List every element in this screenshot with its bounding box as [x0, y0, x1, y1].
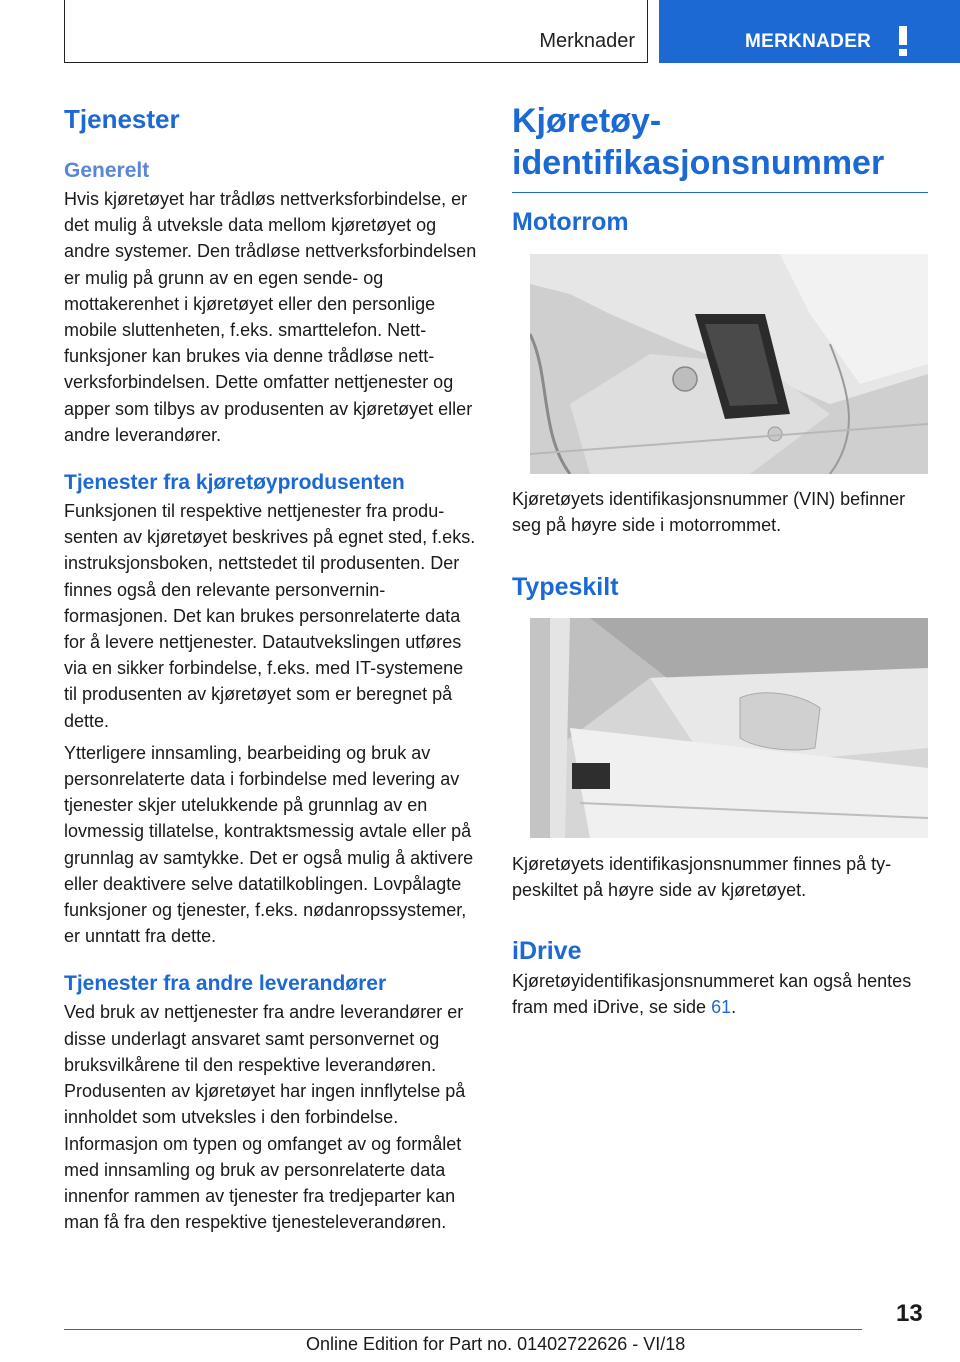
paragraph-idrive: [512, 968, 928, 1020]
page-number: 13: [896, 1300, 923, 1327]
section-title-vin: Kjøretøyidentifikasjonsnummer: [512, 100, 928, 193]
heading-generelt: Generelt: [64, 159, 150, 182]
heading-motorrom: Motorrom: [512, 208, 629, 236]
footer-edition: Online Edition for Part no. 01402722626 - VI/18: [306, 1334, 686, 1354]
typeskilt-text-block: [512, 851, 928, 903]
heading-produsenten: Tjenester fra kjøretøyprodusenten: [64, 471, 405, 495]
motorrom-block: [512, 205, 928, 239]
heading-typeskilt: Typeskilt: [512, 573, 619, 601]
door-sill-image: [530, 618, 928, 838]
paragraph-andre-leverandorer: Ved bruk av nettjenester fra andre leverandører er disse underlagt ansvaret samt personvernet og bruksvilkårene til den respektive leverandøren. Produsenten av kjøretøyet har ingen innflytelse på innholdet som utveksles i den forbindelse. Informasjon om typen og omfanget av og formålet med innsamling og bruk av personrelaterte data innenfor rammen av tjenester fra tredjeparter kan man få fra den respektive tjenesteleverandøren.: [64, 1002, 466, 1233]
footer-divider: [64, 1329, 862, 1330]
exclamation-icon: [897, 26, 909, 56]
idrive-text: Kjøretøyidentifikasjonsnummeret kan også hentes fram med iDrive, se side: [512, 971, 912, 1018]
typeskilt-block: [512, 570, 928, 604]
page-reference-link[interactable]: 61: [711, 997, 732, 1018]
engine-bay-image: [530, 254, 928, 474]
idrive-text-end: .: [731, 997, 737, 1018]
right-column: [512, 100, 928, 193]
paragraph-motorrom: Kjøretøyets identifikasjonsnummer (VIN) befinner seg på høyre side i motorrommet.: [512, 489, 906, 536]
left-column: [64, 100, 480, 1235]
idrive-block: [512, 934, 928, 1020]
paragraph-produsenten-2: Ytterligere innsamling, bearbeiding og bruk av personrelaterte data i forbindelse med levering av tjenester skjer utelukkende på grunnlag av en lovmessig tillatelse, kontraktsmessig avtale eller på grunnlag av samtykke. Det er også mulig å aktivere eller deaktivere selve datatilkoblingen. Lovpålagte funksjoner og tjenester, f.eks. nødanropssystemer, er unntatt fra dette.: [64, 742, 474, 947]
motorrom-text-block: [512, 486, 928, 538]
header-chapter-label: MERKNADER: [745, 31, 872, 52]
header-section-label: Merknader: [539, 30, 635, 52]
paragraph-typeskilt: Kjøretøyets identifikasjonsnummer finnes på typeskiltet på høyre side av kjøretøyet.: [512, 854, 892, 901]
paragraph-generelt: Hvis kjøretøyet har trådløs nettverksforbindelse, er det mulig å utveksle data mellom kjøretøyet og andre systemer. Den trådløse nettverksforbindelsen er mulig på grunn av en egen sende- og mottakerenhet i kjøretøyet eller den personlige mobile sluttenheten, f.eks. smarttelefon. Nettfunksjoner kan brukes via denne trådløse nettverksforbindelsen. Dette omfatter nettjenester og apper som tilbys av produsenten av kjøretøyet eller andre leverandører.: [64, 189, 477, 445]
header-left-box: [64, 0, 648, 63]
paragraph-produsenten-1: Funksjonen til respektive nettjenester fra produsenten av kjøretøyet beskrives på egnet sted, f.eks. instruksjonsboken, nettstedet til produsenten. Der finnes også den relevante personverninformasjonen. Det kan brukes personrelaterte data for å levere nettjenester. Datautvekslingen utføres via en sikker forbindelse, f.eks. med IT-systemene til produsenten av kjøretøyet som er beregnet på dette.: [64, 501, 476, 731]
heading-andre-leverandorer: Tjenester fra andre leverandører: [64, 972, 387, 996]
heading-idrive: iDrive: [512, 937, 582, 965]
section-title-tjenester: Tjenester: [64, 104, 180, 134]
header-chapter-tab: [659, 0, 960, 63]
